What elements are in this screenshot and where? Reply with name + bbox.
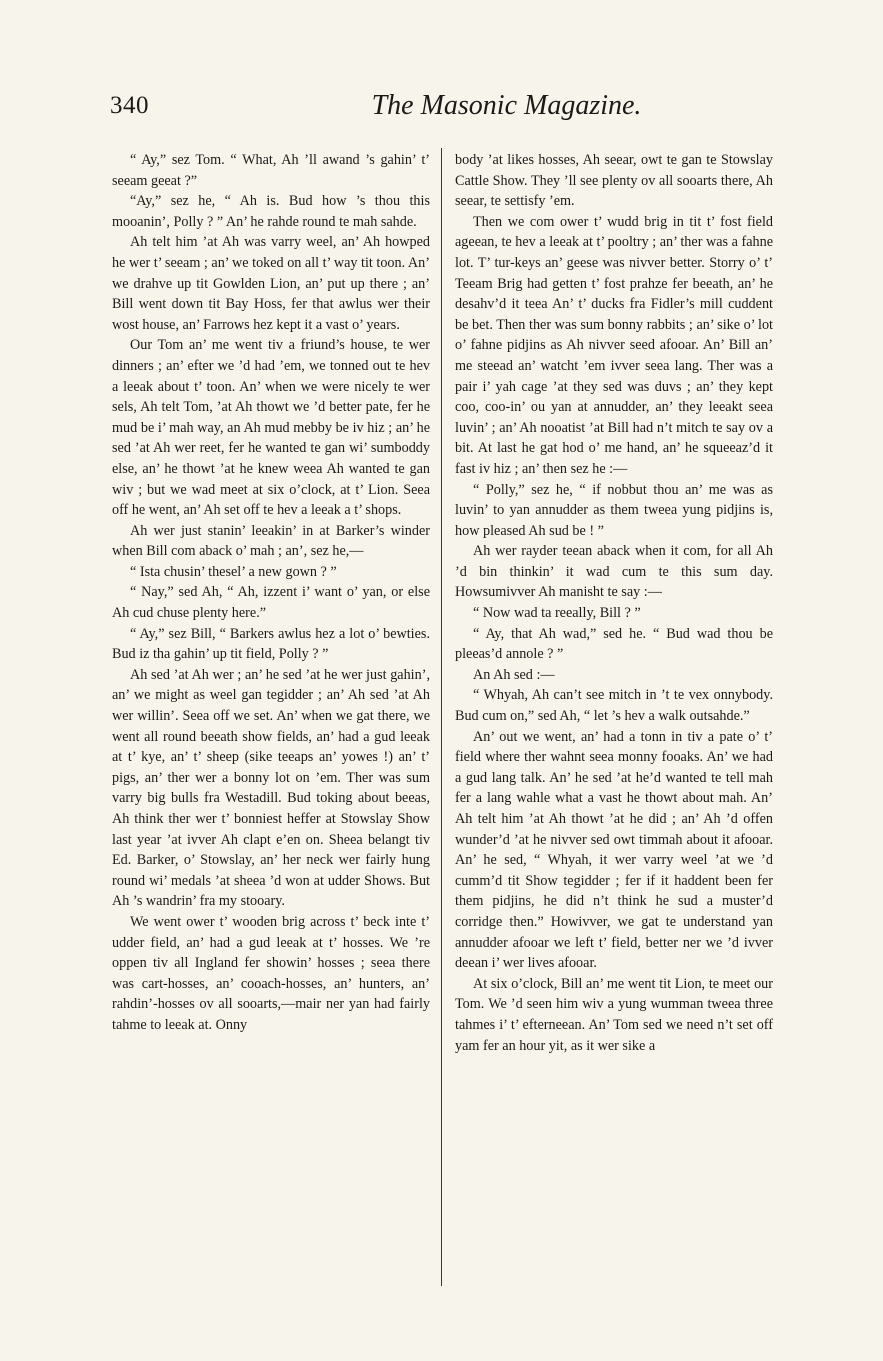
paragraph: “ Nay,” sed Ah, “ Ah, izzent i’ want o’ yan, or else Ah cud chuse plenty here.” [112,584,430,622]
paragraph: “ Polly,” sez he, “ if nobbut thou an’ me was as luvin’ to yan annudder as them tweea yung pidjins is, how pleased Ah sud be ! ” [455,481,773,539]
paragraph: “ Whyah, Ah can’t see mitch in ’t te vex onnybody. Bud cum on,” sed Ah, “ let ’s hev a walk outsahde.” [455,687,773,725]
paragraph: “Ay,” sez he, “ Ah is. Bud how ’s thou this mooanin’, Polly ? ” An’ he rahde round te mah sahde. [112,193,430,230]
paragraph: Ah wer just stanin’ leeakin’ in at Barker’s winder when Bill com aback o’ mah ; an’, sez he,— [112,522,430,560]
paragraph: “ Now wad ta reeally, Bill ? ” [473,605,641,622]
paragraph: “ Ay,” sez Tom. “ What, Ah ’ll awand ’s gahin’ t’ seeam geeat ?” [112,152,430,189]
paragraph: Ah sed ’at Ah wer ; an’ he sed ’at he wer just gahin’, an’ we might as weel gan tegidder ; an’ Ah sed ’at Ah wer willin’. Seea off we set. An’ when we gat there, we went all round beeath show fields, an’ had a gud leeak at t’ kye, an’ t’ sheep (sike teeaps an’ yowes !) an’ t’ pigs, an’ ther wer a bonny lot on ’em. Ther was sum varry big bulls fra Westadill. Bud toking about beeas, Ah think ther wer t’ bonniest heffer at Stowslay Show last year ’at ivver Ah clapt e’en on. Sheea belangt tiv Ed. Barker, o’ Stowslay, an’ her neck wer fairly hung round wi’ medals ’at sheea ’d won at udder Shows. But Ah ’s wandrin’ fra my stooary. [112,666,430,910]
paragraph: “ Ay,” sez Bill, “ Barkers awlus hez a lot o’ bewties. Bud iz tha gahin’ up tit field, Polly ? ” [112,625,430,663]
paragraph: Our Tom an’ me went tiv a friund’s house, te wer dinners ; an’ efter we ’d had ’em, we tonned out te hev a leeak about t’ toon. An’ when we were nicely te wer sels, Ah telt Tom, ’at Ah thowt we ’d better pate, fer he mud be i’ mah way, an Ah mud mebby be iv hiz ; an’ he sed ’at Ah wer reet, fer he wanted te gan wi’ sumboddy else, an’ he thowt ’at he knew weea Ah wanted te gan wiv ; but we wad meet at six o’clock, at t’ Lion. Seea off he went, an’ Ah set off te hev a leeak a t’ shops. [112,337,430,519]
paragraph: Ah wer rayder teean aback when it com, for all Ah ’d bin thinkin’ it wad cum te this sum day. Howsumivver Ah manisht te say :— [455,543,773,601]
paragraph: Ah telt him ’at Ah was varry weel, an’ Ah howped he wer t’ seeam ; an’ we toked on all t’ way tit toon. An’ we drahve up tit Gowlden Lion, an’ put up there ; an’ Bill went down tit Bay Hoss, fer that awlus wer their wost house, an’ Farrows hez kept it a vast o’ years. [112,234,430,333]
right-column [455,150,773,1056]
column-rule [441,148,442,1286]
running-title: The Masonic Magazine. [371,90,642,121]
paragraph: We went ower t’ wooden brig across t’ beck inte t’ udder field, an’ had a gud leeak at t’ hosses. We ’re oppen tiv all Ingland fer showin’ hosses ; seea there was cart-hosses, an’ cooach-hosses, an’ hunters, an’ rahdin’-hosses ov all sooarts,—mair ner yan had fairly tahme to leeak at. Onny [112,913,430,1033]
paragraph: “ Ista chusin’ thesel’ a new gown ? ” [130,563,337,580]
paragraph: At six o’clock, Bill an’ me went tit Lion, te meet our Tom. We ’d seen him wiv a yung wumman tweea three tahmes i’ t’ efterneean. An’ Tom sed we need n’t set off yam fer an hour yit, as it wer sike a [455,975,773,1054]
paragraph: “ Ay, that Ah wad,” sed he. “ Bud wad thou be pleeas’d annole ? ” [455,625,773,663]
paragraph: An’ out we went, an’ had a tonn in tiv a pate o’ t’ field where ther wahnt seea monny fooaks. An’ we had a gud lang talk. An’ he sed ’at he’d wanted te tell mah fer a lang wahle what a vast he thowt about mah. An’ Ah telt him ’at Ah thowt ’at he did ; an’ Ah ’d offen wunder’d ’at he nivver sed owt timmah about it afooar. An’ he sed, “ Whyah, it wer varry weel ’at we ’d cumm’d tit Show tegidder ; fer if it haddent been fer them pidjins, he did n’t think he sud a muster’d corridge then.” Howivver, we gat te understand yan annudder afooar we left t’ field, better ner we ’d ivver deean i’ wer lives afooar. [455,728,773,972]
left-column [112,150,430,1036]
page-number: 340 [110,92,149,119]
paragraph: Then we com ower t’ wudd brig in tit t’ fost field ageean, te hev a leeak at t’ pooltry ; an’ ther was a fahne lot. T’ tur-keys an’ geese was nivver better. Storry o’ t’ Teeam Brig had getten t’ fost prahze fer beeath, an’ he desahv’d it teea An’ t’ ducks fra Fidler’s mill cuddent be bet. Then ther was sum bonny rabbits ; an’ sike o’ lot o’ fahne pidjins as Ah nivver seed afooar. An’ Bill an’ me steead an’ watcht ’em ivver seea lang. Ther was a pair i’ yah cage ’at they sed was duvs ; an’ they kept coo, coo-in’ ou yan at annudder, an’ they leeakt seea luvin’ ; an’ Ah nooatist ’at Bill had n’t mitch te say ov a bit. At last he gat hod o’ me hand, an’ he squeeaz’d it fast iv hiz ; an’ then sez he :— [455,213,773,477]
paragraph: An Ah sed :— [473,666,555,683]
paragraph: body ’at likes hosses, Ah seear, owt te gan te Stowslay Cattle Show. They ’ll see plenty ov all sooarts there, Ah seear, te settisfy ’em. [455,152,773,210]
